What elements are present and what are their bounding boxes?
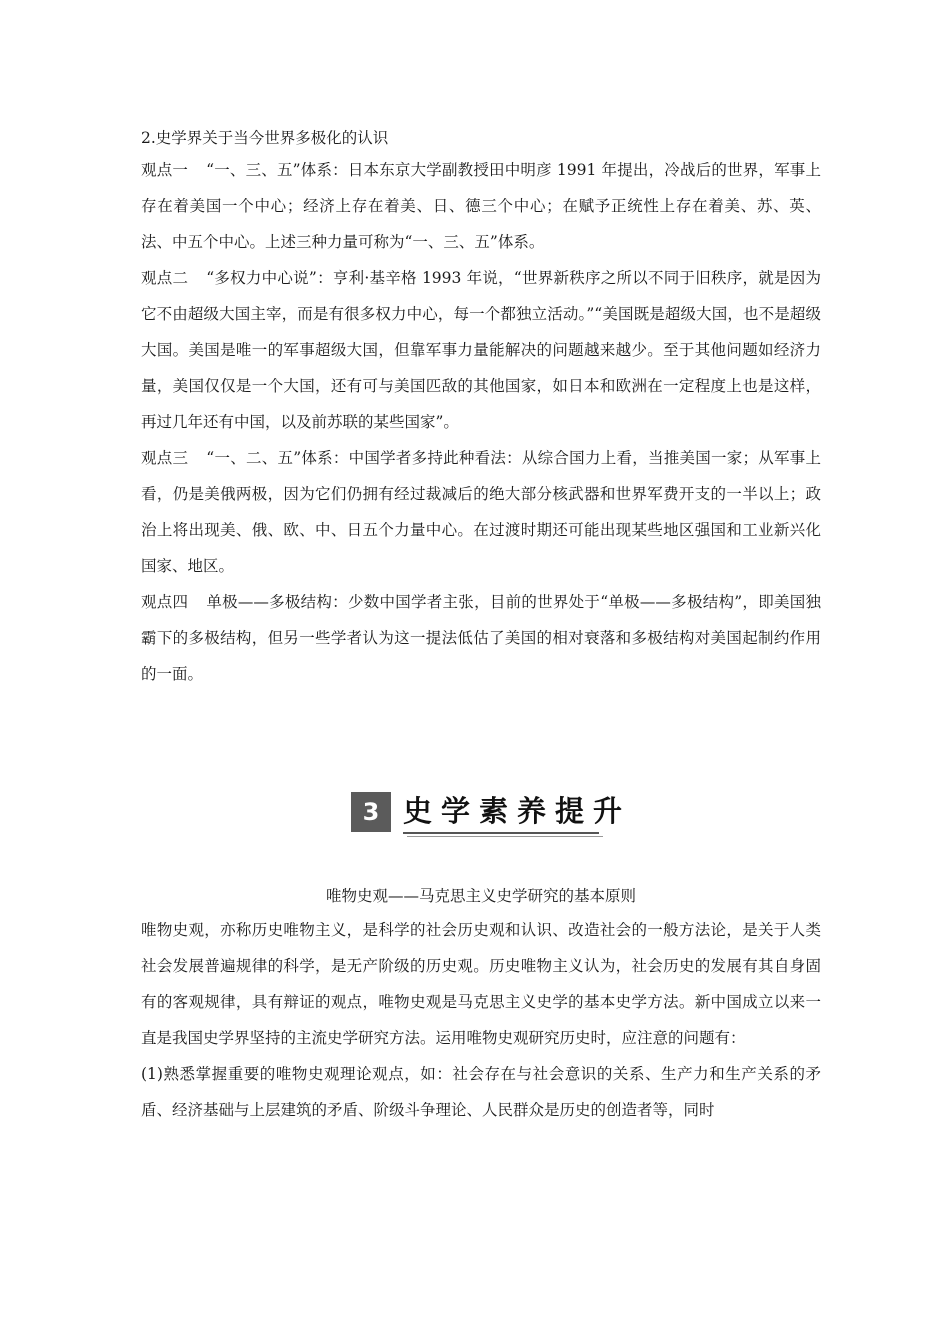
viewpoint-1 — [141, 152, 821, 260]
viewpoint-label: 观点三 — [141, 449, 189, 467]
section-heading: 2.史学界关于当今世界多极化的认识 — [141, 129, 389, 147]
viewpoint-4 — [141, 584, 821, 692]
point-1-paragraph: (1)熟悉掌握重要的唯物史观理论观点，如：社会存在与社会意识的关系、生产力和生产关系的矛盾、经济基础与上层建筑的矛盾、阶级斗争理论、人民群众是历史的创造者等，同时 — [141, 1065, 821, 1119]
viewpoint-3 — [141, 440, 821, 584]
viewpoint-text: “一、三、五”体系：日本东京大学副教授田中明彦 1991 年提出，冷战后的世界，军事上存在着美国一个中心；经济上存在着美、日、德三个中心；在赋予正统性上存在着美、苏、英、法、中五个中心。上述三种力量可称为“一、三、五”体系。 — [141, 161, 821, 251]
viewpoint-2 — [141, 260, 821, 440]
section-subtitle: 唯物史观——马克思主义史学研究的基本原则 — [325, 887, 636, 905]
section-multipolarity — [141, 124, 821, 692]
viewpoint-label: 观点二 — [141, 269, 189, 287]
intro-paragraph: 唯物史观，亦称历史唯物主义，是科学的社会历史观和认识、改造社会的一般方法论，是关于人类社会发展普遍规律的科学，是无产阶级的历史观。历史唯物主义认为，社会历史的发展有其自身固有的客观规律，具有辩证的观点，唯物史观是马克思主义史学的基本史学方法。新中国成立以来一直是我国史学界坚持的主流史学研究方法。运用唯物史观研究历史时，应注意的问题有： — [141, 921, 821, 1047]
viewpoint-text: 单极——多极结构：少数中国学者主张，目前的世界处于“单极——多极结构”，即美国独霸下的多极结构，但另一些学者认为这一提法低估了美国的相对衰落和多极结构对美国起制约作用的一面。 — [141, 593, 821, 683]
viewpoint-label: 观点一 — [141, 161, 189, 179]
viewpoint-text: “一、二、五”体系：中国学者多持此种看法：从综合国力上看，当推美国一家；从军事上看，仍是美俄两极，因为它们仍拥有经过裁减后的绝大部分核武器和世界军费开支的一半以上；政治上将出现美、俄、欧、中、日五个力量中心。在过渡时期还可能出现某些地区强国和工业新兴化国家、地区。 — [141, 449, 821, 575]
section-banner — [351, 792, 632, 836]
section-banner-title: 史学素养提升 — [403, 794, 632, 828]
viewpoint-label: 观点四 — [141, 593, 189, 611]
section-number-badge: 3 — [351, 792, 391, 832]
banner-underline — [403, 832, 599, 834]
section-historical-materialism — [141, 882, 821, 1128]
banner-underline-shadow — [407, 836, 603, 837]
viewpoint-text: “多权力中心说”：亨利·基辛格 1993 年说，“世界新秩序之所以不同于旧秩序，就是因为它不由超级大国主宰，而是有很多权力中心，每一个都独立活动。”“美国既是超级大国，也不是超级大国。美国是唯一的军事超级大国，但靠军事力量能解决的问题越来越少。至于其他问题如经济力量，美国仅仅是一个大国，还有可与美国匹敌的其他国家，如日本和欧洲在一定程度上也是这样，再过几年还有中国，以及前苏联的某些国家”。 — [141, 269, 821, 431]
